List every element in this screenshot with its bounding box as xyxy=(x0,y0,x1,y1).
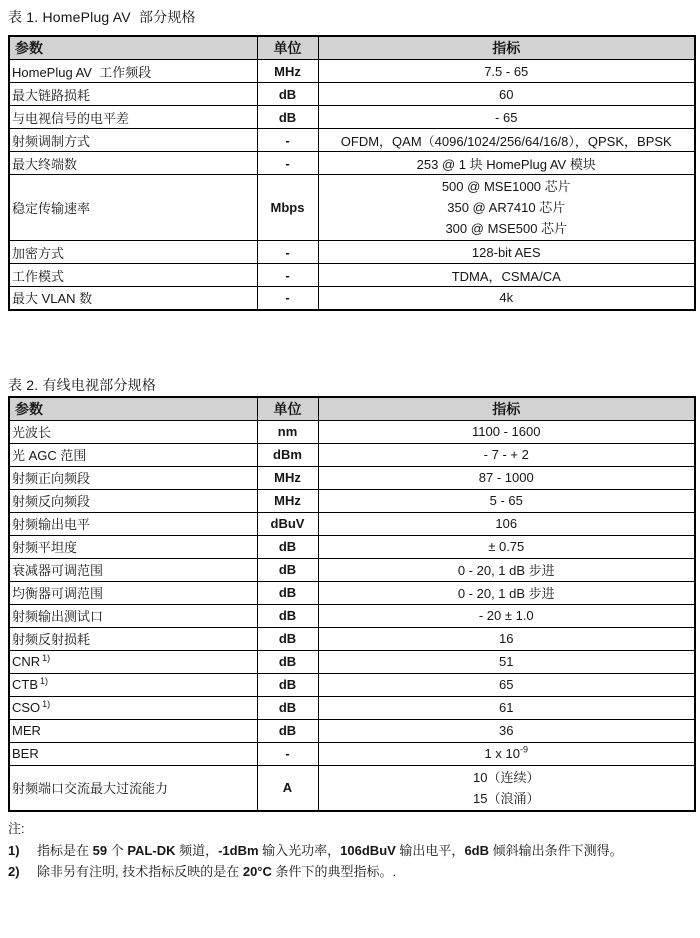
unit-cell: - xyxy=(257,264,318,287)
value-cell xyxy=(318,581,695,604)
unit-cell: dB xyxy=(257,581,318,604)
param-text: 射频反射损耗 xyxy=(12,632,91,647)
unit-cell: - xyxy=(257,742,318,765)
value-cell xyxy=(318,241,695,264)
unit-cell: dB xyxy=(257,535,318,558)
notes-list xyxy=(8,840,694,882)
table-row xyxy=(9,241,695,264)
param-text: 射频输出电平 xyxy=(12,517,91,532)
value-superscript: -9 xyxy=(519,744,528,755)
param-cell xyxy=(9,60,257,83)
param-text: 光 AGC 范围 xyxy=(12,448,87,463)
param-text: 射频端口交流最大过流能力 xyxy=(12,781,169,796)
note-segment: 106dBuV xyxy=(340,842,396,858)
param-cell xyxy=(9,696,257,719)
value-cell xyxy=(318,604,695,627)
param-superscript: 1) xyxy=(42,652,51,663)
param-cell xyxy=(9,558,257,581)
value-text: 0 - 20, 1 dB 步进 xyxy=(457,586,555,601)
value-cell xyxy=(318,512,695,535)
param-cell xyxy=(9,489,257,512)
note-segment: 个 xyxy=(107,842,128,858)
value-cell xyxy=(318,175,695,241)
table-row xyxy=(9,83,695,106)
unit-cell: MHz xyxy=(257,60,318,83)
notes-label: 注: xyxy=(8,820,25,836)
table-row xyxy=(9,558,695,581)
param-cell xyxy=(9,535,257,558)
value-cell xyxy=(318,420,695,443)
unit-cell: Mbps xyxy=(257,175,318,241)
header-cell-param: 参数 xyxy=(9,397,257,421)
unit-cell: dB xyxy=(257,627,318,650)
unit-cell: - xyxy=(257,241,318,264)
param-cell xyxy=(9,765,257,811)
param-superscript: 1) xyxy=(40,675,49,686)
value-cell xyxy=(318,489,695,512)
param-cell xyxy=(9,443,257,466)
param-text: 最大链路损耗 xyxy=(12,87,91,103)
param-text: 加密方式 xyxy=(12,245,65,261)
table2-title: 表 2. 有线电视部分规格 xyxy=(8,376,157,393)
table-row xyxy=(9,175,695,241)
param-cell xyxy=(9,673,257,696)
note-segment: 频道， xyxy=(175,842,219,858)
param-text: 射频正向频段 xyxy=(12,471,91,486)
table-row xyxy=(9,106,695,129)
value-text: 16 xyxy=(499,631,514,646)
param-text: 均衡器可调范围 xyxy=(12,586,104,601)
table1-header xyxy=(9,36,695,60)
table2-header xyxy=(9,397,695,421)
value-text: 253 @ 1 块 HomePlug AV 模块 xyxy=(416,156,596,172)
param-cell xyxy=(9,152,257,175)
param-text: 与电视信号的电平差 xyxy=(12,110,130,126)
note-text xyxy=(37,861,694,882)
table1-title: 表 1. HomePlug AV 部分规格 xyxy=(8,9,196,25)
note-segment: 输入光功率， xyxy=(258,842,341,858)
note-segment: PAL-DK xyxy=(127,842,176,858)
header-row xyxy=(9,36,695,60)
value-cell xyxy=(318,106,695,129)
note-segment: 6dB xyxy=(464,842,489,858)
note-segment: 倾斜输出条件下测得。 xyxy=(489,842,623,858)
value-cell xyxy=(318,83,695,106)
param-text: 衰减器可调范围 xyxy=(12,563,104,578)
value-text: 128-bit AES xyxy=(471,244,541,260)
value-cell xyxy=(318,60,695,83)
table-row xyxy=(9,443,695,466)
header-row xyxy=(9,397,695,421)
unit-cell: A xyxy=(257,765,318,811)
param-text: 射频输出测试口 xyxy=(12,609,104,624)
table-row xyxy=(9,627,695,650)
param-text: HomePlug AV 工作频段 xyxy=(12,64,152,80)
note-item xyxy=(8,861,694,882)
table-row xyxy=(9,650,695,673)
value-cell xyxy=(318,264,695,287)
param-cell xyxy=(9,175,257,241)
header-cell-param: 参数 xyxy=(9,36,257,60)
table-row xyxy=(9,264,695,287)
value-cell xyxy=(318,696,695,719)
value-cell xyxy=(318,765,695,811)
table-row xyxy=(9,60,695,83)
table-row xyxy=(9,287,695,310)
table-row xyxy=(9,696,695,719)
table-row xyxy=(9,129,695,152)
param-text: 稳定传输速率 xyxy=(12,201,91,216)
param-text: MER xyxy=(12,723,41,738)
note-segment: 输出电平， xyxy=(395,842,465,858)
param-text: CNR xyxy=(12,654,41,669)
note-segment: 条件下的典型指标。. xyxy=(271,863,397,879)
value-text: 36 xyxy=(499,723,514,738)
param-text: 最大终端数 xyxy=(12,156,78,172)
table-row xyxy=(9,489,695,512)
value-line: 300 @ MSE500 芯片 xyxy=(445,221,568,236)
unit-cell: dB xyxy=(257,604,318,627)
param-text: BER xyxy=(12,746,39,761)
value-text: 87 - 1000 xyxy=(478,470,534,485)
unit-cell: nm xyxy=(257,420,318,443)
table-row xyxy=(9,152,695,175)
note-text xyxy=(37,840,694,861)
value-text: 60 xyxy=(499,86,514,102)
table1-section xyxy=(8,9,694,311)
notes-section xyxy=(8,819,694,882)
value-cell xyxy=(318,152,695,175)
note-segment: 20°C xyxy=(242,863,272,879)
value-cell xyxy=(318,627,695,650)
param-cell xyxy=(9,627,257,650)
value-cell xyxy=(318,129,695,152)
header-cell-value: 指标 xyxy=(318,397,695,421)
param-cell xyxy=(9,466,257,489)
param-text: 射频平坦度 xyxy=(12,540,78,555)
header-cell-unit: 单位 xyxy=(257,397,318,421)
table-row xyxy=(9,535,695,558)
unit-cell: dBm xyxy=(257,443,318,466)
unit-cell: dB xyxy=(257,650,318,673)
param-cell xyxy=(9,106,257,129)
table-row xyxy=(9,604,695,627)
unit-cell: dB xyxy=(257,673,318,696)
note-item xyxy=(8,840,694,861)
table-row xyxy=(9,742,695,765)
param-cell xyxy=(9,129,257,152)
value-text: ± 0.75 xyxy=(488,539,525,554)
param-cell xyxy=(9,420,257,443)
unit-cell: MHz xyxy=(257,466,318,489)
value-line: 500 @ MSE1000 芯片 xyxy=(441,179,571,194)
unit-cell: dB xyxy=(257,106,318,129)
spec-table-homeplug xyxy=(8,35,696,311)
value-text: 61 xyxy=(499,700,514,715)
value-cell xyxy=(318,443,695,466)
param-cell xyxy=(9,650,257,673)
value-text: 0 - 20, 1 dB 步进 xyxy=(457,563,555,578)
param-cell xyxy=(9,512,257,535)
note-segment: -1dBm xyxy=(218,842,259,858)
unit-cell: dB xyxy=(257,83,318,106)
note-number: 2) xyxy=(8,863,20,879)
value-cell xyxy=(318,558,695,581)
value-text: - 7 - + 2 xyxy=(483,447,529,462)
value-text: 5 - 65 xyxy=(489,493,523,508)
value-text: TDMA，CSMA/CA xyxy=(451,268,561,284)
value-text: - 65 xyxy=(495,109,518,125)
header-cell-unit: 单位 xyxy=(257,36,318,60)
unit-cell: dB xyxy=(257,696,318,719)
param-text: 工作模式 xyxy=(12,268,65,284)
table-row xyxy=(9,512,695,535)
value-cell xyxy=(318,535,695,558)
unit-cell: dBuV xyxy=(257,512,318,535)
param-cell xyxy=(9,719,257,742)
param-text: 光波长 xyxy=(12,425,52,440)
unit-cell: - xyxy=(257,152,318,175)
unit-cell: dB xyxy=(257,719,318,742)
param-cell xyxy=(9,241,257,264)
param-superscript: 1) xyxy=(42,698,51,709)
param-cell xyxy=(9,742,257,765)
table-row xyxy=(9,581,695,604)
value-line: 10（连续） xyxy=(473,769,540,785)
param-cell xyxy=(9,604,257,627)
value-cell xyxy=(318,673,695,696)
value-cell xyxy=(318,650,695,673)
value-text: 1 x 10 xyxy=(484,746,520,761)
value-text: 65 xyxy=(499,677,514,692)
note-segment: 除非另有注明, 技术指标反映的是在 xyxy=(37,863,243,879)
table1-body xyxy=(9,60,695,310)
header-cell-value: 指标 xyxy=(318,36,695,60)
param-cell xyxy=(9,287,257,310)
table-row xyxy=(9,673,695,696)
table-row xyxy=(9,719,695,742)
param-text: 射频调制方式 xyxy=(12,133,91,149)
unit-cell: dB xyxy=(257,558,318,581)
unit-cell: - xyxy=(257,129,318,152)
value-text: 7.5 - 65 xyxy=(484,63,529,79)
unit-cell: - xyxy=(257,287,318,310)
value-line: 15（浪涌） xyxy=(473,790,540,806)
table-row xyxy=(9,765,695,811)
table-row xyxy=(9,420,695,443)
value-text: 51 xyxy=(499,654,514,669)
param-cell xyxy=(9,83,257,106)
value-cell xyxy=(318,466,695,489)
table2-body xyxy=(9,420,695,811)
note-number: 1) xyxy=(8,842,20,858)
unit-cell: MHz xyxy=(257,489,318,512)
param-text: CTB xyxy=(12,677,38,692)
param-text: 射频反向频段 xyxy=(12,494,91,509)
note-segment: 指标是在 xyxy=(37,842,93,858)
spec-table-catv xyxy=(8,396,696,812)
value-text: OFDM，QAM（4096/1024/256/64/16/8），QPSK，BPSK xyxy=(340,133,672,149)
value-cell xyxy=(318,287,695,310)
param-text: CSO xyxy=(12,700,41,715)
value-line: 350 @ AR7410 芯片 xyxy=(447,200,566,215)
value-cell xyxy=(318,742,695,765)
param-text: 最大 VLAN 数 xyxy=(12,291,93,307)
param-cell xyxy=(9,581,257,604)
value-cell xyxy=(318,719,695,742)
value-text: 106 xyxy=(495,516,518,531)
table2-section xyxy=(8,377,694,812)
param-cell xyxy=(9,264,257,287)
table-row xyxy=(9,466,695,489)
value-text: 1100 - 1600 xyxy=(472,424,541,439)
note-segment: 59 xyxy=(92,842,108,858)
value-text: 4k xyxy=(499,290,514,306)
value-text: - 20 ± 1.0 xyxy=(478,608,534,623)
